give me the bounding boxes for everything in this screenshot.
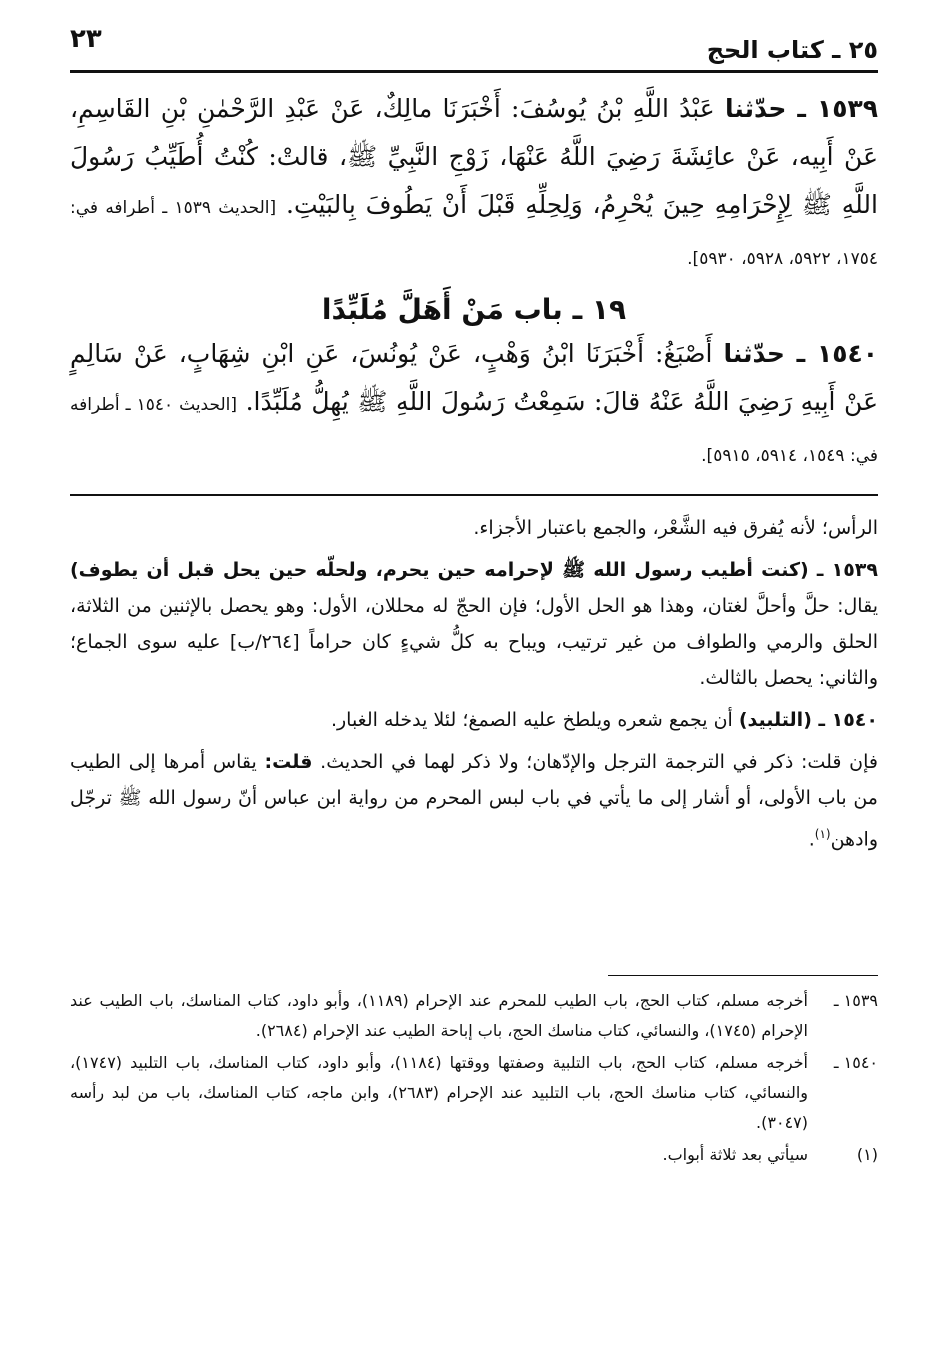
hadith-1540-tarf: [الحديث ١٥٤٠ ـ أطرافه في: ١٥٤٩، ٥٩١٤، ٥٩١٥]. — [70, 395, 878, 466]
hadith-1540 — [70, 330, 878, 480]
book-page — [70, 18, 878, 1366]
commentary-2-text: يقال: حلَّ وأحلَّ لغتان، وهذا هو الحل الأول؛ فإن الحجّ له محللان، الأول: وهو يحصل بالإثنين من الثلاثة، الحلق والرمي والطواف من غير ترتيب، ويباح به كلُّ شيءٍ كان حراماً [٢٦٤/ب] عليه سوى الجماع؛ والثاني: يحصل بالثالث. — [70, 595, 878, 689]
hadith-1539-tarf: [الحديث ١٥٣٩ ـ أطرافه في: ١٧٥٤، ٥٩٢٢، ٥٩٢٨، ٥٩٣٠]. — [70, 198, 878, 269]
footnote-item — [70, 1140, 878, 1170]
footnote-text: أخرجه مسلم، كتاب الحج، باب التلبية وصفتها ووقتها (١١٨٤)، وأبو داود، كتاب المناسك، باب التلبيد (١٧٤٧)، والنسائي، كتاب مناسك الحج، باب التلبيد عند الإحرام (٢٦٨٣)، وابن ماجه، كتاب المناسك، باب من لبد رأسه (٣٠٤٧). — [70, 1053, 809, 1133]
commentary-paragraph-3 — [70, 702, 878, 738]
footnote-label: ١٥٤٠ ـ — [833, 1053, 878, 1073]
footnote-text: سيأتي بعد ثلاثة أبواب. — [662, 1145, 808, 1165]
page-number: ٢٣ — [70, 24, 102, 54]
commentary-3-text: أن يجمع شعره ويلطخ عليه الصمغ؛ لئلا يدخله الغبار. — [330, 709, 733, 731]
footnote-item — [70, 986, 878, 1046]
hadith-1539-text: عَبْدُ اللَّهِ بْنُ يُوسُفَ: أَخْبَرَنَا مالِكٌ، عَنْ عَبْدِ الرَّحْمٰنِ بْنِ القَاسِمِ، عَنْ أَبِيه، عَنْ عائِشَةَ رَضِيَ اللَّهُ عَنْهَا، زَوْجِ النَّبِيِّ ﷺ، قالتْ: كُنْتُ أُطَيِّبُ رَسُولَ اللَّهِ ﷺ لِإِحْرَامِهِ حِينَ يُحْرِمُ، وَلِحِلِّهِ قَبْلَ أَنْ يَطُوفَ بِالبَيْتِ. — [70, 94, 878, 219]
commentary-3-lemma: ١٥٤٠ ـ (التلبيد) — [738, 709, 878, 731]
commentary-2-lemma: ١٥٣٩ ـ (كنت أطيب رسول الله ﷺ لإحرامه حين يحرم، ولحلّه حين يحل قبل أن يطوف) — [70, 559, 878, 581]
footnote-rule — [608, 975, 878, 976]
commentary-paragraph-1: الرأس؛ لأنه يُفرق فيه الشَّعْر، والجمع باعتبار الأجزاء. — [473, 517, 878, 539]
commentary-4-question: فإن قلت: ذكر في الترجمة الترجل والإدّهان؛ ولا ذكر لهما في الحديث. — [320, 751, 878, 773]
hadith-1539-label: ١٥٣٩ ـ حدّثنا — [724, 94, 879, 123]
footnote-label: ١٥٣٩ ـ — [833, 991, 878, 1011]
hadith-1539 — [70, 85, 878, 283]
footnotes — [70, 986, 878, 1170]
footnote-text: أخرجه مسلم، كتاب الحج، باب الطيب للمحرم عند الإحرام (١١٨٩)، وأبو داود، كتاب المناسك، باب الطيب عند الإحرام (١٧٤٥)، والنسائي، كتاب مناسك الحج، باب إباحة الطيب عند الإحرام (٢٦٨٤). — [70, 991, 808, 1041]
commentary-4-answer-label: قلت: — [264, 751, 313, 773]
commentary-paragraph-4 — [70, 744, 878, 857]
footnote-ref[interactable]: (١) — [814, 827, 831, 841]
footnote-label: (١) — [856, 1145, 878, 1165]
commentary — [70, 510, 878, 857]
commentary-rule — [70, 494, 878, 496]
commentary-4-answer: يقاس أمرها إلى الطيب من باب الأولى، أو أشار إلى ما يأتي في باب لبس المحرم من رواية ابن عباس أنّ رسول الله ﷺ ترجّل وادهن — [70, 751, 878, 851]
hadith-1540-text: أَصْبَغُ: أَخْبَرَنَا ابْنُ وَهْبٍ، عَنْ يُونُسَ، عَنِ ابْنِ شِهَابٍ، عَنْ سَالِمٍ عَنْ أَبِيهِ رَضِيَ اللَّهُ عَنْهُ قالَ: سَمِعْتُ رَسُولَ اللَّهِ ﷺ يُهِلُّ مُلَبِّدًا. — [70, 339, 879, 416]
commentary-paragraph-2 — [70, 552, 878, 696]
running-head — [70, 18, 878, 64]
hadith-1540-label: ١٥٤٠ ـ حدّثنا — [723, 339, 878, 368]
footnote-item — [70, 1048, 878, 1138]
chapter-heading: ١٩ ـ باب مَنْ أَهَلَّ مُلَبِّدًا — [321, 293, 627, 326]
header-rule — [70, 70, 878, 73]
commentary-4-end: . — [808, 828, 815, 851]
running-head-title: ٢٥ ـ كتاب الحج — [706, 36, 878, 64]
